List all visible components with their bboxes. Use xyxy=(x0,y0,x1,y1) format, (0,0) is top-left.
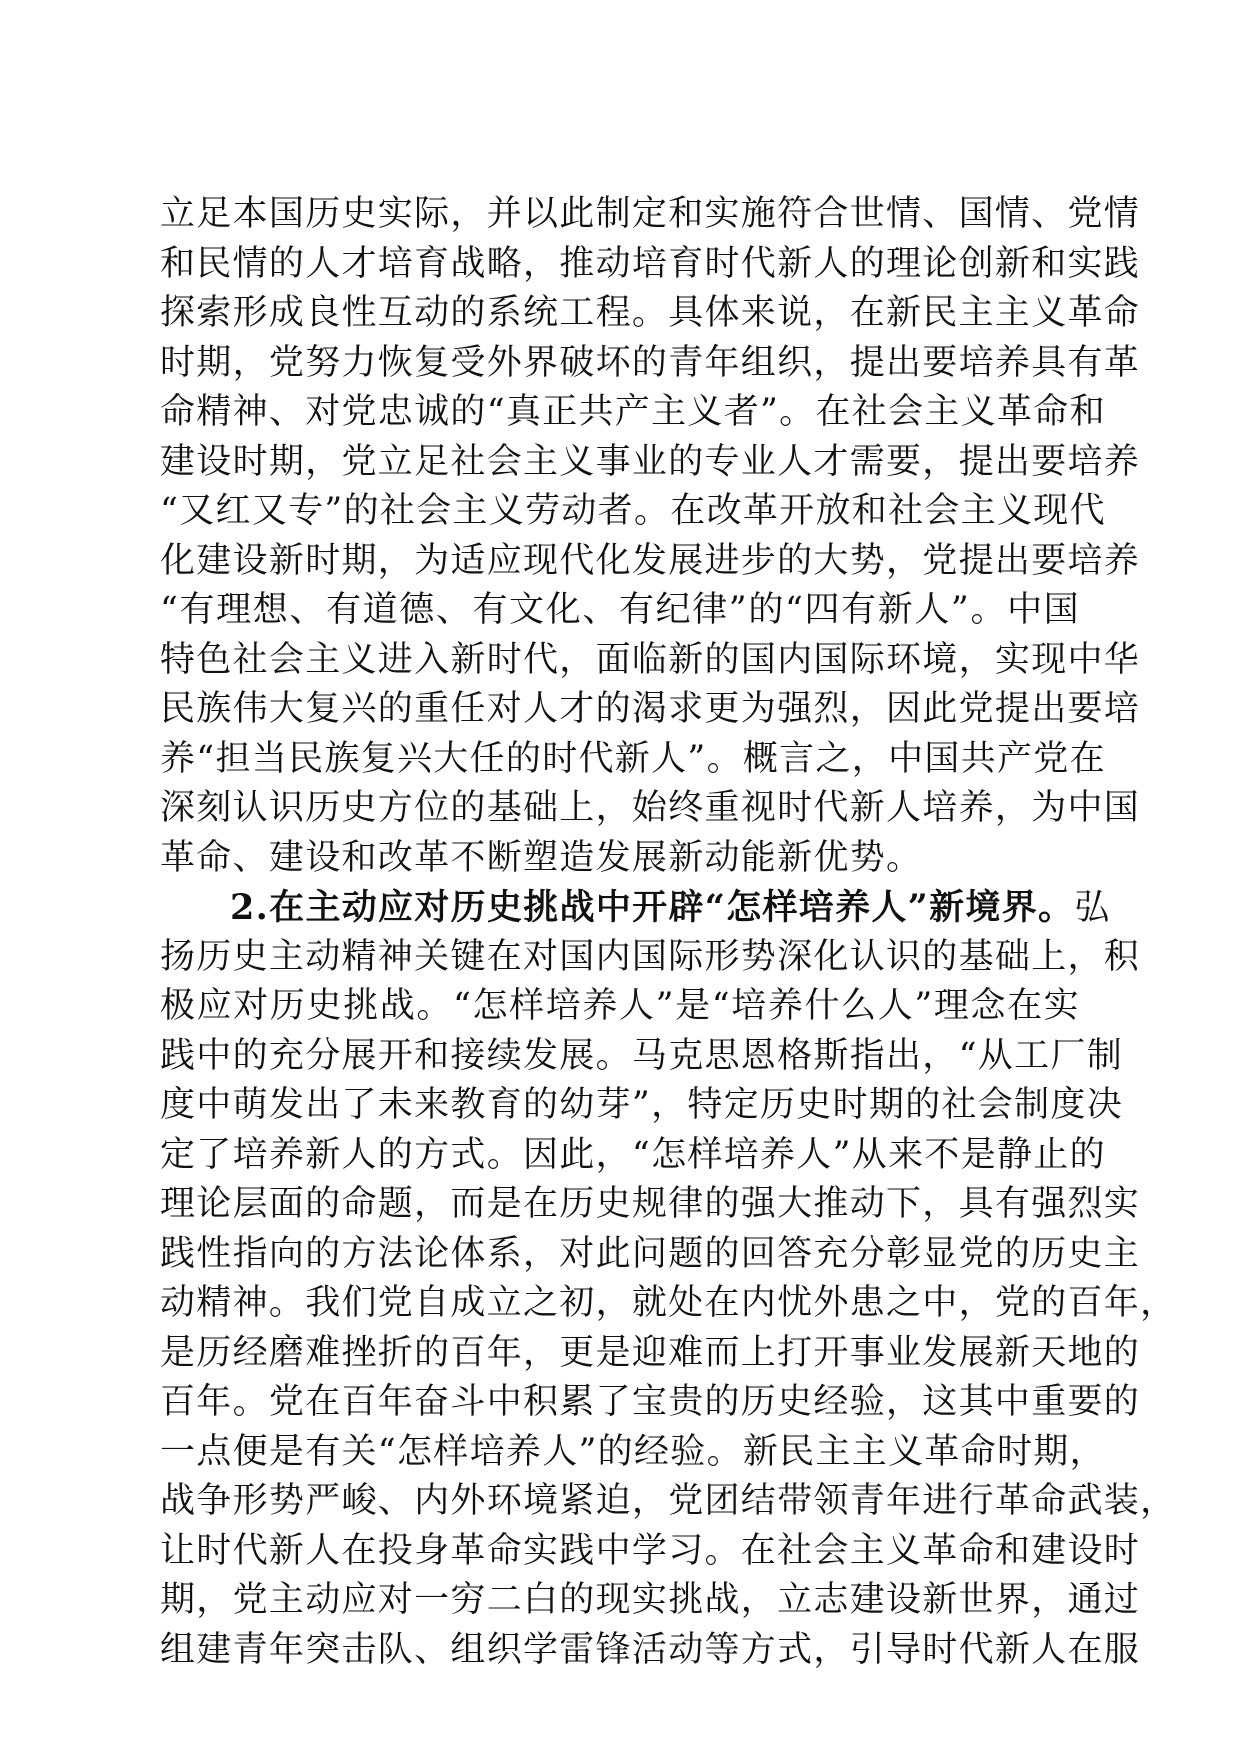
paragraph-2-line: 战争形势严峻、内外环境紧迫，党团结带领青年进行革命武装， xyxy=(160,1481,1177,1521)
paragraph-1-line: “又红又专”的社会主义劳动者。在改革开放和社会主义现代 xyxy=(160,491,1106,531)
paragraph-2-line: 践中的充分展开和接续发展。马克思恩格斯指出，“从工厂制 xyxy=(160,1035,1123,1076)
paragraph-2-line: 动精神。我们党自成立之初，就处在内忧外患之中，党的百年， xyxy=(160,1283,1177,1323)
paragraph-2 xyxy=(160,883,1177,1675)
paragraph-2-line: 扬历史主动精神关键在对国内国际形势深化认识的基础上，积 xyxy=(160,936,1141,977)
paragraph-2-line: 是历经磨难挫折的百年，更是迎难而上打开事业发展新天地的 xyxy=(160,1332,1141,1373)
paragraph-2-line: 践性指向的方法论体系，对此问题的回答充分彰显党的历史主 xyxy=(160,1233,1141,1274)
document-body xyxy=(160,190,1177,1675)
paragraph-1-line: 革命、建设和改革不断塑造发展新动能新优势。 xyxy=(160,837,923,878)
paragraph-1 xyxy=(160,190,1141,883)
paragraph-1-line: “有理想、有道德、有文化、有纪律”的“四有新人”。中国 xyxy=(160,590,1080,630)
paragraph-2-line: 理论层面的命题，而是在历史规律的强大推动下，具有强烈实 xyxy=(160,1184,1141,1224)
paragraph-2-line: 期，党主动应对一穷二白的现实挑战，立志建设新世界，通过 xyxy=(160,1580,1141,1620)
paragraph-1-line: 立足本国历史实际，并以此制定和实施符合世情、国情、党情 xyxy=(160,194,1141,234)
paragraph-2-line: 定了培养新人的方式。因此，“怎样培养人”从来不是静止的 xyxy=(160,1134,1106,1175)
section-heading: 2.在主动应对历史挑战中开辟“怎样培养人”新境界。 xyxy=(230,887,1075,928)
paragraph-1-line: 命精神、对党忠诚的“真正共产主义者”。在社会主义革命和 xyxy=(160,392,1106,432)
paragraph-1-line: 民族伟大复兴的重任对人才的渴求更为强烈，因此党提出要培 xyxy=(160,689,1141,729)
paragraph-2-line: 让时代新人在投身革命实践中学习。在社会主义革命和建设时 xyxy=(160,1530,1141,1571)
paragraph-1-line: 特色社会主义进入新时代，面临新的国内国际环境，实现中华 xyxy=(160,639,1141,680)
paragraph-2-line: 组建青年突击队、组织学雷锋活动等方式，引导时代新人在服 xyxy=(160,1629,1141,1670)
paragraph-1-line: 化建设新时期，为适应现代化发展进步的大势，党提出要培养 xyxy=(160,540,1141,581)
paragraph-2-line: 极应对历史挑战。“怎样培养人”是“培养什么人”理念在实 xyxy=(160,986,1080,1026)
paragraph-2-first-line xyxy=(160,883,1111,933)
paragraph-2-line: 度中萌发出了未来教育的幼芽”，特定历史时期的社会制度决 xyxy=(160,1085,1123,1125)
paragraph-1-line: 深刻认识历史方位的基础上，始终重视时代新人培养，为中国 xyxy=(160,788,1141,828)
paragraph-2-line: 百年。党在百年奋斗中积累了宝贵的历史经验，这其中重要的 xyxy=(160,1382,1141,1422)
paragraph-1-line: 和民情的人才培育战略，推动培育时代新人的理论创新和实践 xyxy=(160,243,1141,284)
paragraph-1-line: 探索形成良性互动的系统工程。具体来说，在新民主主义革命 xyxy=(160,293,1141,333)
paragraph-2-line: 一点便是有关“怎样培养人”的经验。新民主主义革命时期， xyxy=(160,1431,1106,1472)
heading-continuation: 弘 xyxy=(1074,888,1111,928)
paragraph-1-line: 建设时期，党立足社会主义事业的专业人才需要，提出要培养 xyxy=(160,441,1141,482)
paragraph-1-line: 时期，党努力恢复受外界破坏的青年组织，提出要培养具有革 xyxy=(160,342,1141,383)
paragraph-1-line: 养“担当民族复兴大任的时代新人”。概言之，中国共产党在 xyxy=(160,738,1106,779)
